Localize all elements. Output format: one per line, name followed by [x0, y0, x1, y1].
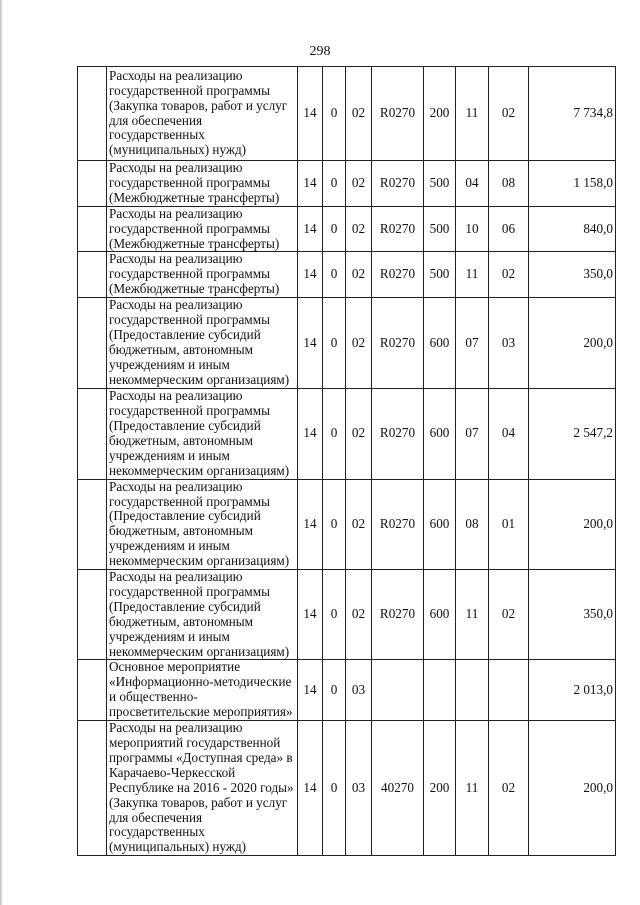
code-direction-cell: R0270 — [372, 206, 424, 252]
code-subsection-cell: 04 — [489, 389, 529, 479]
table-row — [78, 570, 616, 660]
code-section-cell: 11 — [456, 252, 489, 298]
code-measure-cell: 02 — [346, 479, 372, 569]
expense-name-cell: Расходы на реализацию государственной программы (Предоставление субсидий бюджетным, автономным учреждениям и иным некоммерческим организациям) — [107, 570, 298, 660]
code-ministry-cell: 14 — [298, 721, 323, 856]
code-ministry-cell: 14 — [298, 161, 323, 207]
code-expense-type-cell: 500 — [424, 206, 456, 252]
expense-name-cell: Основное мероприятие «Информационно-методические и общественно-просветительские мероприятия» — [107, 660, 298, 721]
code-expense-type-cell: 500 — [424, 252, 456, 298]
code-subprogram-cell: 0 — [323, 206, 346, 252]
code-section-cell — [456, 660, 489, 721]
code-subprogram-cell: 0 — [323, 161, 346, 207]
scan-edge-shadow — [0, 0, 3, 905]
code-direction-cell: R0270 — [372, 389, 424, 479]
amount-cell: 2 547,2 — [529, 389, 616, 479]
code-direction-cell: R0270 — [372, 67, 424, 161]
amount-cell: 2 013,0 — [529, 660, 616, 721]
code-subsection-cell: 06 — [489, 206, 529, 252]
table-row — [78, 479, 616, 569]
row-margin-cell — [78, 570, 107, 660]
budget-table-body — [78, 67, 616, 856]
table-row — [78, 660, 616, 721]
expense-name-cell: Расходы на реализацию мероприятий государственной программы «Доступная среда» в Карачаево-Черкесской Республике на 2016 - 2020 годы» (Закупка товаров, работ и услуг для обеспечения государственных (муниципальных) нужд) — [107, 721, 298, 856]
table-row — [78, 161, 616, 207]
row-margin-cell — [78, 389, 107, 479]
amount-cell: 1 158,0 — [529, 161, 616, 207]
row-margin-cell — [78, 161, 107, 207]
table-row — [78, 721, 616, 856]
code-subsection-cell: 02 — [489, 721, 529, 856]
row-margin-cell — [78, 67, 107, 161]
budget-table — [77, 66, 616, 856]
code-subsection-cell: 02 — [489, 570, 529, 660]
code-subsection-cell: 08 — [489, 161, 529, 207]
code-subprogram-cell: 0 — [323, 570, 346, 660]
code-measure-cell: 02 — [346, 67, 372, 161]
amount-cell: 840,0 — [529, 206, 616, 252]
amount-cell: 200,0 — [529, 479, 616, 569]
code-ministry-cell: 14 — [298, 479, 323, 569]
table-row — [78, 298, 616, 389]
expense-name-cell: Расходы на реализацию государственной программы (Предоставление субсидий бюджетным, автономным учреждениям и иным некоммерческим организациям) — [107, 389, 298, 479]
code-subprogram-cell: 0 — [323, 298, 346, 389]
code-ministry-cell: 14 — [298, 298, 323, 389]
code-expense-type-cell: 600 — [424, 298, 456, 389]
code-subsection-cell: 02 — [489, 252, 529, 298]
amount-cell: 7 734,8 — [529, 67, 616, 161]
code-measure-cell: 02 — [346, 389, 372, 479]
code-subprogram-cell: 0 — [323, 721, 346, 856]
amount-cell: 350,0 — [529, 252, 616, 298]
code-subprogram-cell: 0 — [323, 660, 346, 721]
code-section-cell: 11 — [456, 721, 489, 856]
code-measure-cell: 03 — [346, 660, 372, 721]
code-expense-type-cell: 600 — [424, 479, 456, 569]
code-subsection-cell: 02 — [489, 67, 529, 161]
code-direction-cell: R0270 — [372, 570, 424, 660]
code-subprogram-cell: 0 — [323, 389, 346, 479]
page-number: 298 — [309, 44, 331, 59]
amount-cell: 200,0 — [529, 298, 616, 389]
expense-name-cell: Расходы на реализацию государственной программы (Закупка товаров, работ и услуг для обеспечения государственных (муниципальных) нужд) — [107, 67, 298, 161]
table-row — [78, 67, 616, 161]
amount-cell: 200,0 — [529, 721, 616, 856]
table-row — [78, 206, 616, 252]
code-subsection-cell: 01 — [489, 479, 529, 569]
code-subprogram-cell: 0 — [323, 252, 346, 298]
code-ministry-cell: 14 — [298, 660, 323, 721]
code-expense-type-cell: 200 — [424, 721, 456, 856]
code-section-cell: 04 — [456, 161, 489, 207]
code-section-cell: 11 — [456, 570, 489, 660]
code-direction-cell: R0270 — [372, 479, 424, 569]
expense-name-cell: Расходы на реализацию государственной программы (Предоставление субсидий бюджетным, автономным учреждениям и иным некоммерческим организациям) — [107, 479, 298, 569]
row-margin-cell — [78, 479, 107, 569]
code-measure-cell: 02 — [346, 252, 372, 298]
table-row — [78, 252, 616, 298]
code-direction-cell: 40270 — [372, 721, 424, 856]
code-ministry-cell: 14 — [298, 206, 323, 252]
code-ministry-cell: 14 — [298, 570, 323, 660]
code-subprogram-cell: 0 — [323, 479, 346, 569]
code-direction-cell: R0270 — [372, 252, 424, 298]
code-subsection-cell — [489, 660, 529, 721]
row-margin-cell — [78, 721, 107, 856]
row-margin-cell — [78, 298, 107, 389]
code-measure-cell: 02 — [346, 206, 372, 252]
code-direction-cell: R0270 — [372, 161, 424, 207]
row-margin-cell — [78, 660, 107, 721]
code-section-cell: 07 — [456, 298, 489, 389]
expense-name-cell: Расходы на реализацию государственной программы (Межбюджетные трансферты) — [107, 206, 298, 252]
code-subsection-cell: 03 — [489, 298, 529, 389]
table-row — [78, 389, 616, 479]
code-expense-type-cell: 200 — [424, 67, 456, 161]
code-expense-type-cell: 600 — [424, 570, 456, 660]
expense-name-cell: Расходы на реализацию государственной программы (Предоставление субсидий бюджетным, автономным учреждениям и иным некоммерческим организациям) — [107, 298, 298, 389]
code-measure-cell: 02 — [346, 161, 372, 207]
code-direction-cell: R0270 — [372, 298, 424, 389]
code-ministry-cell: 14 — [298, 67, 323, 161]
code-measure-cell: 03 — [346, 721, 372, 856]
code-measure-cell: 02 — [346, 570, 372, 660]
code-measure-cell: 02 — [346, 298, 372, 389]
code-direction-cell — [372, 660, 424, 721]
code-expense-type-cell: 600 — [424, 389, 456, 479]
row-margin-cell — [78, 252, 107, 298]
expense-name-cell: Расходы на реализацию государственной программы (Межбюджетные трансферты) — [107, 161, 298, 207]
code-ministry-cell: 14 — [298, 389, 323, 479]
expense-name-cell: Расходы на реализацию государственной программы (Межбюджетные трансферты) — [107, 252, 298, 298]
row-margin-cell — [78, 206, 107, 252]
amount-cell: 350,0 — [529, 570, 616, 660]
code-expense-type-cell: 500 — [424, 161, 456, 207]
code-section-cell: 11 — [456, 67, 489, 161]
code-section-cell: 08 — [456, 479, 489, 569]
code-section-cell: 07 — [456, 389, 489, 479]
code-ministry-cell: 14 — [298, 252, 323, 298]
code-section-cell: 10 — [456, 206, 489, 252]
code-expense-type-cell — [424, 660, 456, 721]
code-subprogram-cell: 0 — [323, 67, 346, 161]
